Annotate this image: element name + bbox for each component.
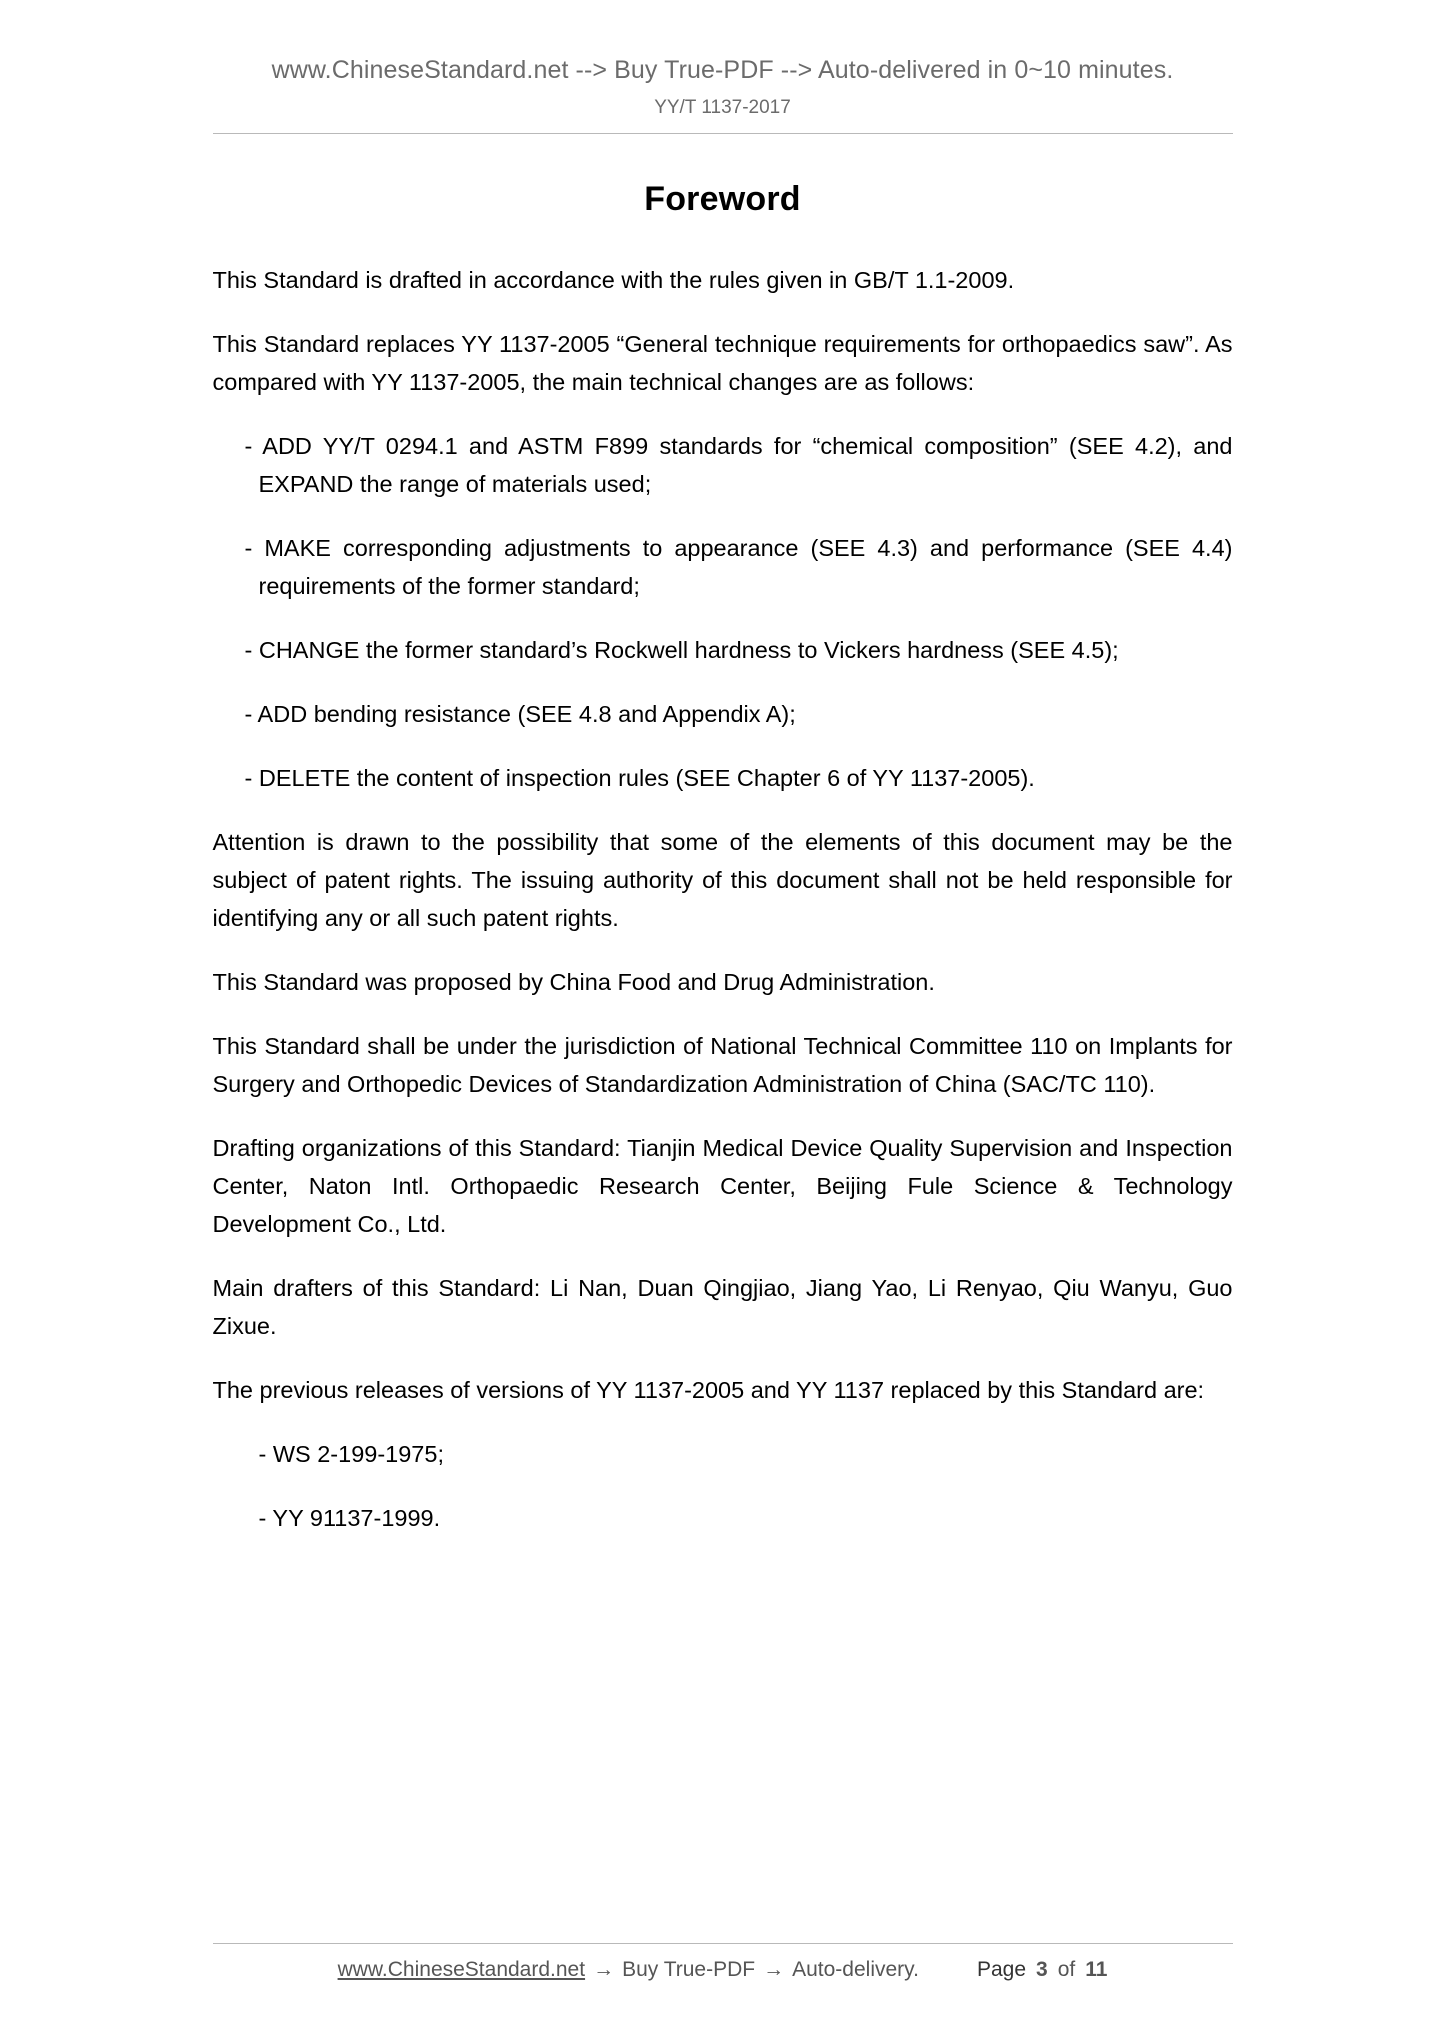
- paragraph-main-drafters: Main drafters of this Standard: Li Nan, Duan Qingjiao, Jiang Yao, Li Renyao, Qiu Wanyu, Guo Zixue.: [212, 1275, 1233, 1339]
- technical-changes-list: [213, 427, 1233, 797]
- page-title: Foreword: [644, 180, 801, 218]
- paragraph-previous-releases: The previous releases of versions of YY 1137-2005 and YY 1137 replaced by this Standard are:: [212, 1377, 1205, 1403]
- paragraph-drafting-rules: This Standard is drafted in accordance with the rules given in GB/T 1.1-2009.: [212, 267, 1015, 293]
- list-item: - MAKE corresponding adjustments to appearance (SEE 4.3) and performance (SEE 4.4) requirements of the former standard;: [244, 535, 1233, 599]
- list-item: - YY 91137-1999.: [258, 1505, 441, 1531]
- footer-page-total: 11: [1085, 1958, 1108, 1981]
- footer-site-link[interactable]: www.ChineseStandard.net: [337, 1958, 586, 1981]
- footer-of-label: of: [1057, 1958, 1076, 1981]
- page-footer: [0, 1943, 1445, 1982]
- footer-page-number: 3: [1036, 1958, 1048, 1981]
- footer-buy-label: Buy True-PDF: [622, 1958, 756, 1981]
- standard-code: YY/T 1137-2017: [654, 97, 791, 118]
- list-item: - WS 2-199-1975;: [258, 1441, 444, 1467]
- list-item: - DELETE the content of inspection rules (SEE Chapter 6 of YY 1137-2005).: [244, 765, 1035, 791]
- paragraph-drafting-organizations: Drafting organizations of this Standard: Tianjin Medical Device Quality Supervision and Inspection Center, Naton Intl. Orthopaedic Research Center, Beijing Fule Science & Technology Development Co., Ltd.: [212, 1135, 1233, 1237]
- arrow-right-icon: →: [593, 1958, 615, 1981]
- paragraph-jurisdiction: This Standard shall be under the jurisdiction of National Technical Committee 110 on Implants for Surgery and Orthopedic Devices of Standardization Administration of China (SAC/TC 110).: [212, 1033, 1233, 1097]
- list-item: - ADD YY/T 0294.1 and ASTM F899 standards for “chemical composition” (SEE 4.2), and EXPAND the range of materials used;: [244, 433, 1233, 497]
- document-body: [213, 134, 1233, 1537]
- arrow-right-icon-2: →: [763, 1958, 785, 1981]
- footer-page-label: Page: [976, 1958, 1026, 1981]
- paragraph-replaces: This Standard replaces YY 1137-2005 “General technique requirements for orthopaedics saw”. As compared with YY 1137-2005, the main technical changes are as follows:: [212, 331, 1233, 395]
- list-item: - CHANGE the former standard’s Rockwell hardness to Vickers hardness (SEE 4.5);: [244, 637, 1119, 663]
- previous-versions-list: [213, 1435, 1233, 1537]
- promo-banner: www.ChineseStandard.net --> Buy True-PDF --> Auto-delivered in 0~10 minutes.: [271, 56, 1174, 84]
- page-header: [0, 0, 1445, 134]
- paragraph-patent-rights: Attention is drawn to the possibility that some of the elements of this document may be the subject of patent rights. The issuing authority of this document shall not be held responsible for identifying any or all such patent rights.: [212, 829, 1233, 931]
- footer-delivery-label: Auto-delivery.: [792, 1958, 919, 1981]
- paragraph-proposed-by: This Standard was proposed by China Food and Drug Administration.: [212, 969, 935, 995]
- list-item: - ADD bending resistance (SEE 4.8 and Appendix A);: [244, 701, 796, 727]
- footer-divider: [213, 1943, 1233, 1944]
